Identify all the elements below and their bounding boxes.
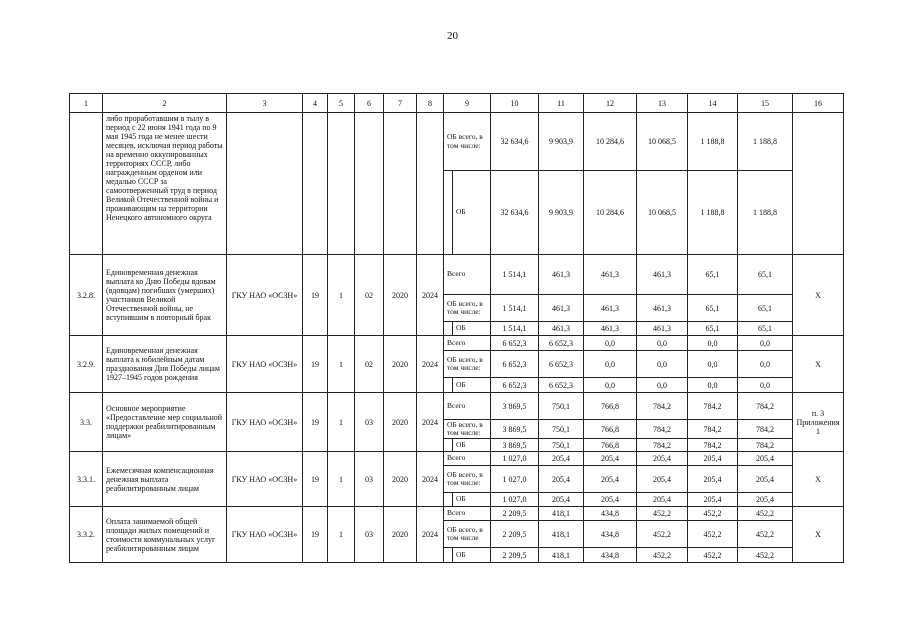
amount-cell: 0,0 xyxy=(584,351,637,378)
funding-source: ОБ всего, в том числе: xyxy=(444,295,491,322)
amount-cell: 452,2 xyxy=(738,548,793,563)
measure-description: Единовременная денежная выплата к юбилейным датам празднования Дня Победы лицам 1927–1945 годов рождения xyxy=(103,336,227,393)
amount-cell: 452,2 xyxy=(637,507,688,521)
amount-cell: 0,0 xyxy=(738,378,793,393)
amount-cell: 461,3 xyxy=(539,255,584,295)
header-cell: 12 xyxy=(584,94,637,113)
funding-source: ОБ всего, в том числе: xyxy=(444,351,491,378)
indent-cell xyxy=(444,439,453,452)
measure-description: Единовременная денежная выплата ко Дню Победы вдовам (вдовцам) погибших (умерших) участников Великой Отечественной войны, не вступившим в повторный брак xyxy=(103,255,227,336)
amount-cell: 3 869,5 xyxy=(491,393,539,420)
row-number: 3.3.1. xyxy=(70,452,103,507)
amount-cell: 65,1 xyxy=(688,322,738,336)
amount-cell: 434,8 xyxy=(584,507,637,521)
code-cell: 1 xyxy=(328,507,355,563)
code-cell: 19 xyxy=(303,393,328,452)
amount-cell: 32 634,6 xyxy=(491,171,539,255)
amount-cell: 452,2 xyxy=(738,507,793,521)
header-cell: 3 xyxy=(227,94,303,113)
header-cell: 16 xyxy=(793,94,844,113)
amount-cell: 6 652,3 xyxy=(539,378,584,393)
amount-cell: 65,1 xyxy=(688,295,738,322)
executor-cell: ГКУ НАО «ОСЗН» xyxy=(227,452,303,507)
funding-source: Всего xyxy=(444,255,491,295)
header-cell: 9 xyxy=(444,94,491,113)
row-number: 3.3. xyxy=(70,393,103,452)
measure-description: либо проработавшим в тылу в период с 22 июня 1941 года по 9 мая 1945 года не менее шести месяцев, исключая период работы на временно оккупированных территориях СССР, либо награжденным орденом или медалью СССР за самоотверженный труд в период Великой Отечественной войны и проживающим на территории Ненецкого автономного округа xyxy=(103,113,227,255)
amount-cell: 784,2 xyxy=(688,439,738,452)
amount-cell: 461,3 xyxy=(637,255,688,295)
code-cell: 2024 xyxy=(417,507,444,563)
amount-cell: 784,2 xyxy=(637,393,688,420)
table-row xyxy=(70,255,844,295)
funding-source: Всего xyxy=(444,336,491,351)
amount-cell: 461,3 xyxy=(637,322,688,336)
amount-cell: 2 209,5 xyxy=(491,507,539,521)
amount-cell: 452,2 xyxy=(738,521,793,548)
amount-cell: 766,8 xyxy=(584,439,637,452)
indent-cell xyxy=(444,322,453,336)
amount-cell: 0,0 xyxy=(637,351,688,378)
amount-cell: 0,0 xyxy=(688,351,738,378)
amount-cell: 6 652,3 xyxy=(539,336,584,351)
empty-cell xyxy=(355,113,384,255)
amount-cell: 784,2 xyxy=(688,393,738,420)
amount-cell: 461,3 xyxy=(637,295,688,322)
funding-source: Всего xyxy=(444,452,491,466)
amount-cell: 205,4 xyxy=(738,493,793,507)
code-cell: 1 xyxy=(328,255,355,336)
amount-cell: 750,1 xyxy=(539,439,584,452)
code-cell: 19 xyxy=(303,255,328,336)
empty-cell xyxy=(384,113,417,255)
note-cell: Х xyxy=(793,507,844,563)
amount-cell: 205,4 xyxy=(584,493,637,507)
amount-cell: 9 903,9 xyxy=(539,113,584,171)
code-cell: 03 xyxy=(355,393,384,452)
header-cell: 6 xyxy=(355,94,384,113)
funding-source: Всего xyxy=(444,507,491,521)
amount-cell: 784,2 xyxy=(688,420,738,439)
amount-cell: 205,4 xyxy=(584,466,637,493)
row-number: 3.2.8. xyxy=(70,255,103,336)
table-row xyxy=(70,336,844,351)
measure-description: Оплата занимаемой общей площади жилых помещений и стоимости коммунальных услуг реабилитированным лицам xyxy=(103,507,227,563)
amount-cell: 750,1 xyxy=(539,393,584,420)
amount-cell: 10 068,5 xyxy=(637,113,688,171)
executor-cell: ГКУ НАО «ОСЗН» xyxy=(227,255,303,336)
funding-source: ОБ xyxy=(453,548,491,563)
budget-table xyxy=(69,93,844,563)
code-cell: 1 xyxy=(328,393,355,452)
note-cell: п. 3 Приложения 1 xyxy=(793,393,844,452)
amount-cell: 10 068,5 xyxy=(637,171,688,255)
empty-cell xyxy=(303,113,328,255)
amount-cell: 452,2 xyxy=(688,548,738,563)
funding-source: ОБ всего, в том числе: xyxy=(444,420,491,439)
amount-cell: 1 514,1 xyxy=(491,295,539,322)
indent-cell xyxy=(444,493,453,507)
amount-cell: 205,4 xyxy=(584,452,637,466)
empty-cell xyxy=(417,113,444,255)
code-cell: 03 xyxy=(355,452,384,507)
amount-cell: 2 209,5 xyxy=(491,521,539,548)
amount-cell: 10 284,6 xyxy=(584,171,637,255)
code-cell: 02 xyxy=(355,336,384,393)
code-cell: 1 xyxy=(328,452,355,507)
amount-cell: 418,1 xyxy=(539,521,584,548)
header-cell: 5 xyxy=(328,94,355,113)
amount-cell: 3 869,5 xyxy=(491,420,539,439)
header-cell: 8 xyxy=(417,94,444,113)
code-cell: 03 xyxy=(355,507,384,563)
amount-cell: 6 652,3 xyxy=(491,378,539,393)
code-cell: 19 xyxy=(303,507,328,563)
amount-cell: 0,0 xyxy=(637,378,688,393)
amount-cell: 2 209,5 xyxy=(491,548,539,563)
amount-cell: 750,1 xyxy=(539,420,584,439)
amount-cell: 784,2 xyxy=(738,439,793,452)
funding-source: ОБ всего, в том числе: xyxy=(444,113,491,171)
amount-cell: 766,8 xyxy=(584,420,637,439)
code-cell: 2024 xyxy=(417,452,444,507)
code-cell: 2020 xyxy=(384,336,417,393)
amount-cell: 784,2 xyxy=(738,420,793,439)
note-cell: Х xyxy=(793,452,844,507)
header-cell: 4 xyxy=(303,94,328,113)
funding-source: ОБ xyxy=(453,439,491,452)
amount-cell: 452,2 xyxy=(637,521,688,548)
amount-cell: 1 514,1 xyxy=(491,255,539,295)
funding-source: ОБ xyxy=(453,378,491,393)
amount-cell: 32 634,6 xyxy=(491,113,539,171)
code-cell: 19 xyxy=(303,452,328,507)
indent-cell xyxy=(444,548,453,563)
amount-cell: 6 652,3 xyxy=(491,336,539,351)
amount-cell: 1 188,8 xyxy=(738,113,793,171)
amount-cell: 205,4 xyxy=(637,493,688,507)
indent-cell xyxy=(444,171,453,255)
header-cell: 1 xyxy=(70,94,103,113)
amount-cell: 0,0 xyxy=(637,336,688,351)
amount-cell: 65,1 xyxy=(738,295,793,322)
amount-cell: 0,0 xyxy=(584,336,637,351)
row-number: 3.2.9. xyxy=(70,336,103,393)
code-cell: 2020 xyxy=(384,393,417,452)
header-cell: 14 xyxy=(688,94,738,113)
table-row xyxy=(70,393,844,420)
table-row xyxy=(70,452,844,466)
amount-cell: 1 514,1 xyxy=(491,322,539,336)
amount-cell: 205,4 xyxy=(738,452,793,466)
amount-cell: 784,2 xyxy=(637,439,688,452)
note-cell: Х xyxy=(793,255,844,336)
funding-source: ОБ xyxy=(453,171,491,255)
amount-cell: 0,0 xyxy=(738,336,793,351)
code-cell: 1 xyxy=(328,336,355,393)
amount-cell: 784,2 xyxy=(637,420,688,439)
empty-cell xyxy=(328,113,355,255)
amount-cell: 1 027,0 xyxy=(491,493,539,507)
amount-cell: 65,1 xyxy=(738,322,793,336)
amount-cell: 205,4 xyxy=(738,466,793,493)
amount-cell: 461,3 xyxy=(584,255,637,295)
code-cell: 02 xyxy=(355,255,384,336)
row-number xyxy=(70,113,103,255)
code-cell: 19 xyxy=(303,336,328,393)
amount-cell: 766,8 xyxy=(584,393,637,420)
amount-cell: 1 027,0 xyxy=(491,452,539,466)
code-cell: 2020 xyxy=(384,452,417,507)
header-cell: 10 xyxy=(491,94,539,113)
amount-cell: 6 652,3 xyxy=(539,351,584,378)
amount-cell: 205,4 xyxy=(688,466,738,493)
amount-cell: 461,3 xyxy=(584,322,637,336)
funding-source: ОБ xyxy=(453,322,491,336)
code-cell: 2024 xyxy=(417,255,444,336)
page-number: 20 xyxy=(447,30,458,42)
amount-cell: 452,2 xyxy=(688,521,738,548)
amount-cell: 1 188,8 xyxy=(688,171,738,255)
amount-cell: 1 027,0 xyxy=(491,466,539,493)
row-number: 3.3.2. xyxy=(70,507,103,563)
amount-cell: 9 903,9 xyxy=(539,171,584,255)
code-cell: 2020 xyxy=(384,255,417,336)
measure-description: Основное мероприятие «Предоставление мер социальной поддержки реабилитированным лицам» xyxy=(103,393,227,452)
executor-cell: ГКУ НАО «ОСЗН» xyxy=(227,336,303,393)
amount-cell: 205,4 xyxy=(539,466,584,493)
code-cell: 2024 xyxy=(417,393,444,452)
amount-cell: 784,2 xyxy=(738,393,793,420)
amount-cell: 1 188,8 xyxy=(688,113,738,171)
funding-source: ОБ всего, в том числе xyxy=(444,521,491,548)
executor-cell: ГКУ НАО «ОСЗН» xyxy=(227,393,303,452)
header-cell: 2 xyxy=(103,94,227,113)
amount-cell: 65,1 xyxy=(738,255,793,295)
code-cell: 2020 xyxy=(384,507,417,563)
note-cell: Х xyxy=(793,336,844,393)
amount-cell: 452,2 xyxy=(688,507,738,521)
amount-cell: 0,0 xyxy=(688,336,738,351)
header-cell: 15 xyxy=(738,94,793,113)
funding-source: Всего xyxy=(444,393,491,420)
amount-cell: 418,1 xyxy=(539,548,584,563)
amount-cell: 461,3 xyxy=(539,295,584,322)
amount-cell: 434,8 xyxy=(584,521,637,548)
funding-source: ОБ xyxy=(453,493,491,507)
amount-cell: 205,4 xyxy=(539,452,584,466)
measure-description: Ежемесячная компенсационная денежная выплата реабилитированным лицам xyxy=(103,452,227,507)
note-cell xyxy=(793,113,844,255)
amount-cell: 0,0 xyxy=(688,378,738,393)
amount-cell: 205,4 xyxy=(637,452,688,466)
amount-cell: 0,0 xyxy=(738,351,793,378)
amount-cell: 461,3 xyxy=(539,322,584,336)
header-cell: 7 xyxy=(384,94,417,113)
amount-cell: 434,8 xyxy=(584,548,637,563)
funding-source: ОБ всего, в том числе: xyxy=(444,466,491,493)
amount-cell: 452,2 xyxy=(637,548,688,563)
table-row xyxy=(70,113,844,171)
amount-cell: 1 188,8 xyxy=(738,171,793,255)
amount-cell: 6 652,3 xyxy=(491,351,539,378)
indent-cell xyxy=(444,378,453,393)
amount-cell: 205,4 xyxy=(688,493,738,507)
amount-cell: 205,4 xyxy=(539,493,584,507)
amount-cell: 0,0 xyxy=(584,378,637,393)
amount-cell: 418,1 xyxy=(539,507,584,521)
header-cell: 11 xyxy=(539,94,584,113)
amount-cell: 205,4 xyxy=(688,452,738,466)
amount-cell: 461,3 xyxy=(584,295,637,322)
amount-cell: 3 869,5 xyxy=(491,439,539,452)
header-row xyxy=(70,94,844,113)
amount-cell: 205,4 xyxy=(637,466,688,493)
empty-cell xyxy=(227,113,303,255)
table-row xyxy=(70,507,844,521)
amount-cell: 10 284,6 xyxy=(584,113,637,171)
code-cell: 2024 xyxy=(417,336,444,393)
amount-cell: 65,1 xyxy=(688,255,738,295)
header-cell: 13 xyxy=(637,94,688,113)
executor-cell: ГКУ НАО «ОСЗН» xyxy=(227,507,303,563)
